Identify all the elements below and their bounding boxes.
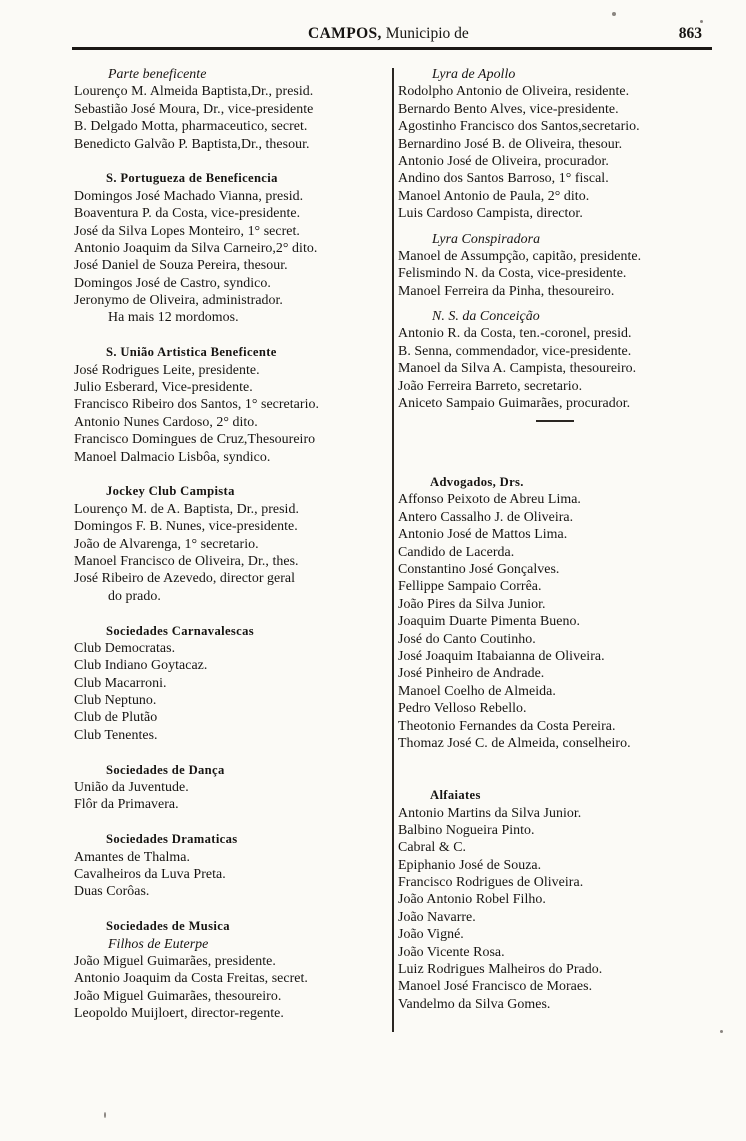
directory-entry: Duas Corôas.: [74, 884, 150, 900]
directory-entry: Boaventura P. da Costa, vice-presidente.: [74, 206, 301, 222]
directory-entry: Felismindo N. da Costa, vice-presidente.: [398, 266, 627, 282]
directory-entry: Club Macarroni.: [74, 675, 167, 691]
section-heading: S. Portugueza de Beneficencia: [106, 171, 278, 186]
directory-entry: Luis Cardoso Campista, director.: [398, 206, 583, 222]
directory-entry: Cavalheiros da Luva Preta.: [74, 866, 226, 882]
section-heading: Advogados, Drs.: [430, 475, 524, 490]
page-number: 863: [678, 25, 702, 42]
directory-entry: Vandelmo da Silva Gomes.: [398, 996, 551, 1012]
directory-entry: João Navarre.: [398, 909, 476, 925]
directory-entry: Lourenço M. de A. Baptista, Dr., presid.: [74, 501, 299, 517]
subsection-title: Lyra Conspiradora: [432, 231, 541, 247]
print-speck: [720, 1030, 723, 1033]
directory-entry: Lourenço M. Almeida Baptista,Dr., presid.: [74, 84, 314, 100]
directory-entry: Antonio R. da Costa, ten.-coronel, presid.: [398, 326, 632, 342]
directory-entry: Manoel da Silva A. Campista, thesoureiro.: [398, 361, 637, 377]
directory-entry: Thomaz José C. de Almeida, conselheiro.: [398, 735, 631, 751]
directory-entry: Manoel Coelho de Almeida.: [398, 683, 556, 699]
directory-entry: Andino dos Santos Barroso, 1° fiscal.: [398, 171, 609, 187]
directory-entry: Julio Esberard, Vice-presidente.: [74, 380, 253, 396]
directory-entry: João Miguel Guimarães, presidente.: [74, 953, 276, 969]
directory-entry: Bernardo Bento Alves, vice-presidente.: [398, 101, 619, 117]
directory-entry: José Daniel de Souza Pereira, thesour.: [74, 258, 288, 274]
directory-entry: Club de Plutão: [74, 710, 158, 726]
directory-entry: Cabral & C.: [398, 840, 467, 856]
spacer: [74, 605, 390, 622]
directory-entry: Manoel de Assumpção, capitão, presidente.: [398, 248, 642, 264]
directory-entry: Bernardino José B. de Oliveira, thesour.: [398, 136, 623, 152]
title-city: CAMPOS,: [308, 25, 382, 42]
directory-entry: Sebastião José Moura, Dr., vice-presidente: [74, 101, 314, 117]
directory-entry: Francisco Ribeiro dos Santos, 1° secretario.: [74, 397, 320, 413]
directory-entry: Antonio Joaquim da Silva Carneiro,2° dito.: [74, 240, 318, 256]
section-heading: Sociedades Carnavalescas: [106, 623, 254, 638]
print-speck: [612, 12, 616, 16]
spacer: [398, 770, 714, 787]
directory-entry: Domingos F. B. Nunes, vice-presidente.: [74, 519, 298, 535]
directory-entry: Club Indiano Goytacaz.: [74, 658, 208, 674]
spacer: [398, 223, 714, 231]
directory-entry: José do Canto Coutinho.: [398, 631, 536, 647]
print-speck: [700, 20, 703, 23]
directory-entry: José Ribeiro de Azevedo, director geral: [74, 571, 296, 587]
directory-entry: Antonio Nunes Cardoso, 2° dito.: [74, 414, 258, 430]
directory-entry: Francisco Domingues de Cruz,Thesoureiro: [74, 432, 316, 448]
directory-entry: Jeronymo de Oliveira, administrador.: [74, 293, 283, 309]
directory-entry: João Miguel Guimarães, thesoureiro.: [74, 988, 282, 1004]
section-heading: Jockey Club Campista: [106, 484, 235, 499]
directory-entry: Theotonio Fernandes da Costa Pereira.: [398, 718, 616, 734]
print-speck: [104, 1112, 106, 1118]
directory-entry: José Rodrigues Leite, presidente.: [74, 362, 260, 378]
entry-continuation: Ha mais 12 mordomos.: [108, 310, 239, 326]
directory-entry: Club Neptuno.: [74, 693, 157, 709]
directory-entry: Antonio José de Mattos Lima.: [398, 527, 568, 543]
directory-entry: União da Juventude.: [74, 780, 189, 796]
directory-entry: Pedro Velloso Rebello.: [398, 701, 527, 717]
directory-entry: Candido de Lacerda.: [398, 544, 515, 560]
subsection-title: Filhos de Euterpe: [108, 936, 209, 952]
directory-entry: José da Silva Lopes Monteiro, 1° secret.: [74, 223, 300, 239]
spacer: [74, 814, 390, 831]
directory-entry: Antonio Joaquim da Costa Freitas, secret.: [74, 971, 308, 987]
directory-entry: Francisco Rodrigues de Oliveira.: [398, 875, 584, 891]
page-header: [70, 22, 710, 46]
directory-entry: Club Tenentes.: [74, 727, 158, 743]
directory-entry: B. Senna, commendador, vice-presidente.: [398, 343, 632, 359]
directory-entry: Epiphanio José de Souza.: [398, 857, 542, 873]
directory-entry: João Pires da Silva Junior.: [398, 596, 546, 612]
right-column: [398, 66, 714, 1013]
spacer: [74, 153, 390, 170]
column-divider: [392, 68, 394, 1032]
directory-entry: Manoel José Francisco de Moraes.: [398, 979, 593, 995]
directory-entry: Luiz Rodrigues Malheiros do Prado.: [398, 962, 603, 978]
spacer: [74, 744, 390, 761]
directory-entry: Antero Cassalho J. de Oliveira.: [398, 509, 574, 525]
directory-entry: Agostinho Francisco dos Santos,secretario.: [398, 119, 640, 135]
directory-entry: Antonio Martins da Silva Junior.: [398, 805, 582, 821]
directory-entry: Joaquim Duarte Pimenta Bueno.: [398, 614, 580, 630]
directory-entry: Affonso Peixoto de Abreu Lima.: [398, 492, 581, 508]
directory-entry: José Pinheiro de Andrade.: [398, 666, 545, 682]
title-rest: Municipio de: [381, 25, 469, 42]
directory-entry: Constantino José Gonçalves.: [398, 562, 560, 578]
subsection-title: Parte beneficente: [108, 67, 207, 82]
directory-entry: Balbino Nogueira Pinto.: [398, 822, 535, 838]
directory-entry: Manoel Dalmacio Lisbôa, syndico.: [74, 449, 271, 465]
section-heading: Alfaiates: [430, 788, 481, 803]
directory-entry: João de Alvarenga, 1° secretario.: [74, 536, 259, 552]
directory-entry: João Vigné.: [398, 927, 464, 943]
section-heading: S. União Artistica Beneficente: [106, 345, 277, 360]
spacer: [74, 901, 390, 918]
section-heading: Sociedades Dramaticas: [106, 832, 238, 847]
spacer: [398, 457, 714, 474]
directory-entry: João Ferreira Barreto, secretario.: [398, 378, 583, 394]
spacer: [74, 466, 390, 483]
directory-entry: Manoel Antonio de Paula, 2° dito.: [398, 188, 590, 204]
directory-entry: Leopoldo Muijloert, director-regente.: [74, 1006, 284, 1022]
left-column: [74, 66, 390, 1022]
directory-entry: Manoel Ferreira da Pinha, thesoureiro.: [398, 283, 615, 299]
subsection-title: Lyra de Apollo: [432, 67, 516, 82]
spacer: [74, 327, 390, 344]
directory-entry: Aniceto Sampaio Guimarães, procurador.: [398, 396, 631, 412]
spacer: [398, 300, 714, 308]
directory-entry: Club Democratas.: [74, 640, 176, 656]
directory-entry: Rodolpho Antonio de Oliveira, residente.: [398, 84, 630, 100]
section-heading: Sociedades de Musica: [106, 919, 230, 934]
running-title: [308, 25, 469, 43]
directory-entry: Fellippe Sampaio Corrêa.: [398, 579, 542, 595]
directory-entry: Antonio José de Oliveira, procurador.: [398, 153, 609, 169]
directory-entry: B. Delgado Motta, pharmaceutico, secret.: [74, 119, 308, 135]
directory-entry: João Vicente Rosa.: [398, 944, 505, 960]
section-heading: Sociedades de Dança: [106, 762, 225, 777]
subsection-title: N. S. da Conceição: [432, 309, 540, 325]
directory-entry: José Joaquim Itabaianna de Oliveira.: [398, 649, 605, 664]
entry-continuation: do prado.: [108, 588, 161, 604]
directory-entry: Flôr da Primavera.: [74, 797, 179, 813]
directory-entry: Amantes de Thalma.: [74, 849, 190, 865]
spacer: [398, 439, 714, 456]
directory-entry: Domingos José de Castro, syndico.: [74, 275, 271, 291]
spacer: [398, 422, 714, 439]
directory-entry: Manoel Francisco de Oliveira, Dr., thes.: [74, 553, 299, 569]
directory-entry: Domingos José Machado Vianna, presid.: [74, 188, 304, 204]
directory-entry: Benedicto Galvão P. Baptista,Dr., thesour.: [74, 136, 310, 152]
header-rule: [72, 47, 712, 50]
spacer: [398, 752, 714, 769]
directory-entry: João Antonio Robel Filho.: [398, 892, 546, 908]
